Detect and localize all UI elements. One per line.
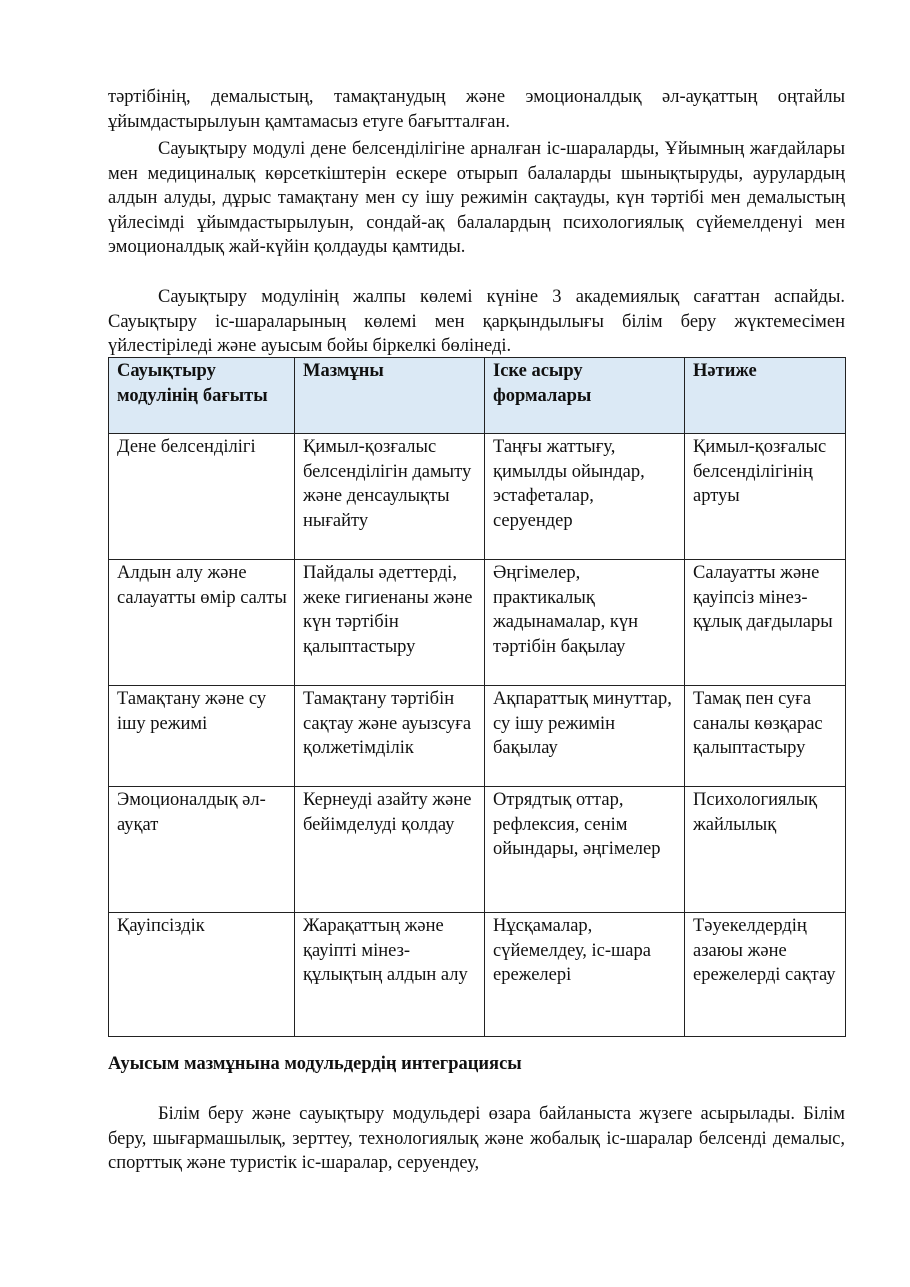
table-cell: Әңгімелер, практикалық жадынамалар, күн тәртібін бақылау [485,560,685,686]
paragraph-health-module [108,137,845,260]
table-cell: Жарақаттың және қауіпті мінез-құлықтың алдын алу [295,913,485,1037]
table-cell: Қимыл-қозғалыс белсенділігінің артуы [685,434,846,560]
table-cell: Эмоционалдық әл-ауқат [109,787,295,913]
table-cell: Пайдалы әдеттерді, жеке гигиенаны және күн тәртібін қалыптастыру [295,560,485,686]
table-cell: Тамақтану және су ішу режимі [109,686,295,787]
table-row [109,787,846,913]
table-cell: Дене белсенділігі [109,434,295,560]
table-cell: Таңғы жаттығу, қимылды ойындар, эстафеталар, серуендер [485,434,685,560]
section-heading: Ауысым мазмұнына модульдердің интеграциясы [108,1054,522,1074]
header-result: Нәтиже [685,358,846,434]
table-cell: Тамақ пен суға саналы көзқарас қалыптастыру [685,686,846,787]
paragraph-module-volume [108,285,845,359]
header-content: Мазмұны [295,358,485,434]
table-row [109,686,846,787]
paragraph-text: Сауықтыру модулі дене белсенділігіне арналған іс-шараларды, Ұйымның жағдайлары мен медициналық көрсеткіштерін ескере отырып балаларды шынықтыруды, аурулардың алдын алуды, дұрыс тамақтану мен су ішу режимін сақтауды, күн тәртібі мен демалыстың үйлесімді ұйымдастырылуын, сондай-ақ балалардың психологиялық сүйемелденуі мен эмоционалдық жай-күйін қолдауды қамтиды. [108,139,845,258]
table-cell: Алдын алу және салауатты өмір салты [109,560,295,686]
health-module-table [108,357,846,1037]
table-cell: Психологиялық жайлылық [685,787,846,913]
table-cell: Отрядтық оттар, рефлексия, сенім ойындары, әңгімелер [485,787,685,913]
header-forms: Іске асыру формалары [485,358,685,434]
table-cell: Ақпараттық минуттар, су ішу режимін бақылау [485,686,685,787]
paragraph-text: тәртібінің, демалыстың, тамақтанудың және эмоционалдық әл-ауқаттың оңтайлы ұйымдастырылуын қамтамасыз етуге бағытталған. [108,87,845,132]
table-row [109,560,846,686]
table-cell: Салауатты және қауіпсіз мінез-құлық дағдылары [685,560,846,686]
table-cell: Тамақтану тәртібін сақтау және ауызсуға қолжетімділік [295,686,485,787]
table-row [109,913,846,1037]
paragraph-continuation [108,85,845,134]
table-row [109,434,846,560]
table-cell: Қауіпсіздік [109,913,295,1037]
paragraph-text: Білім беру және сауықтыру модульдері өзара байланыста жүзеге асырылады. Білім беру, шығармашылық, зерттеу, технологиялық және жобалық іс-шаралар белсенді демалыс, спорттық және туристік іс-шаралар, серуендеу, [108,1104,845,1174]
table-cell: Кернеуді азайту және бейімделуді қолдау [295,787,485,913]
header-direction: Сауықтыру модулінің бағыты [109,358,295,434]
table-cell: Тәуекелдердің азаюы және ережелерді сақтау [685,913,846,1037]
table-cell: Қимыл-қозғалыс белсенділігін дамыту және денсаулықты нығайту [295,434,485,560]
table-cell: Нұсқамалар, сүйемелдеу, іс-шара ережелері [485,913,685,1037]
paragraph-text: Сауықтыру модулінің жалпы көлемі күніне 3 академиялық сағаттан аспайды. Сауықтыру іс-шараларының көлемі мен қарқындылығы білім беру жүктемесімен үйлестіріледі және ауысым бойы біркелкі бөлінеді. [108,287,845,357]
table-header-row [109,358,846,434]
paragraph-integration [108,1102,845,1176]
